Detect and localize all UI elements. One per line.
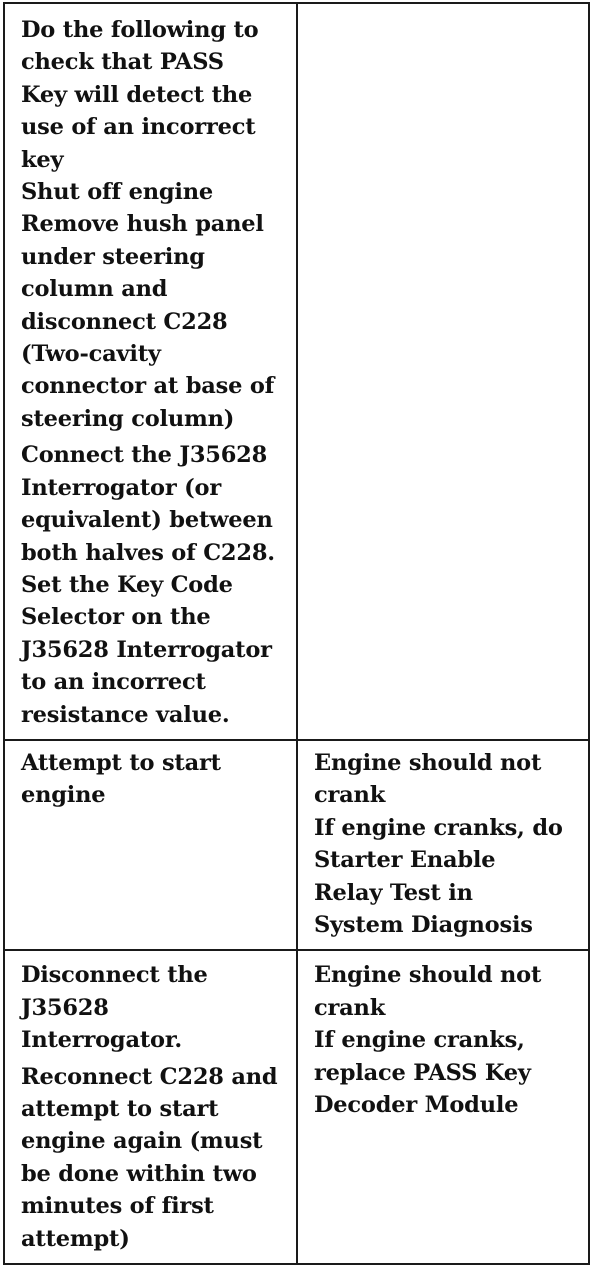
text-line: Connect the J35628 [21,442,268,469]
text-line: attempt to start [21,1096,219,1122]
text-line: Interrogator (or [21,474,222,501]
text-line: check that PASS [21,49,224,76]
text-line: under steering [21,243,205,270]
text-line: replace PASS Key [314,1059,531,1086]
text-line: crank [314,782,386,809]
text-line: J35628 [21,994,109,1021]
text-line: Remove hush panel [21,211,264,238]
action-cell [4,3,297,740]
result-cell [297,3,589,740]
text-line: Reconnect C228 and [21,1063,278,1090]
text-line: Shut off engine [21,179,214,206]
text-line: J35628 Interrogator [21,636,272,663]
text-line: Relay Test in [314,879,473,906]
text-line: Decoder Module [314,1092,519,1118]
text-line: disconnect C228 [21,308,228,335]
text-line: use of an incorrect [21,114,256,141]
result-cell [297,740,589,950]
text-line: resistance value. [21,701,230,728]
text-line: Engine should not [314,962,542,989]
text-line: equivalent) between [21,507,273,534]
text-line: Key will detect the [21,81,253,108]
text-line: Starter Enable [314,847,496,874]
text-line: engine [21,782,106,809]
action-cell [4,740,297,950]
text-line: steering column) [21,405,235,432]
action-cell [4,950,297,1264]
text-line: to an incorrect [21,669,206,696]
table-row [4,3,589,740]
procedure-table [3,2,590,1265]
text-line: minutes of first [21,1193,214,1220]
text-line: connector at base of [21,373,275,400]
text-line: attempt) [21,1225,130,1252]
text-line: column and [21,276,168,303]
text-line: (Two-cavity [21,341,161,368]
text-line: both halves of C228. [21,539,275,566]
text-line: crank [314,994,386,1021]
text-line: Engine should not [314,749,542,776]
text-line: engine again (must [21,1128,263,1155]
result-cell [297,950,589,1264]
text-line: Disconnect the [21,962,208,989]
text-line: Selector on the [21,604,211,631]
text-line: System Diagnosis [314,911,533,938]
text-line: Interrogator. [21,1027,183,1054]
text-line: Do the following to [21,17,259,43]
text-line: If engine cranks, do [314,814,563,841]
table-row [4,740,589,950]
text-line: be done within two [21,1160,257,1187]
table-row [4,950,589,1264]
text-line: Set the Key Code [21,571,233,598]
text-line: key [21,146,64,173]
text-line: If engine cranks, [314,1027,525,1054]
text-line: Attempt to start [21,749,221,776]
